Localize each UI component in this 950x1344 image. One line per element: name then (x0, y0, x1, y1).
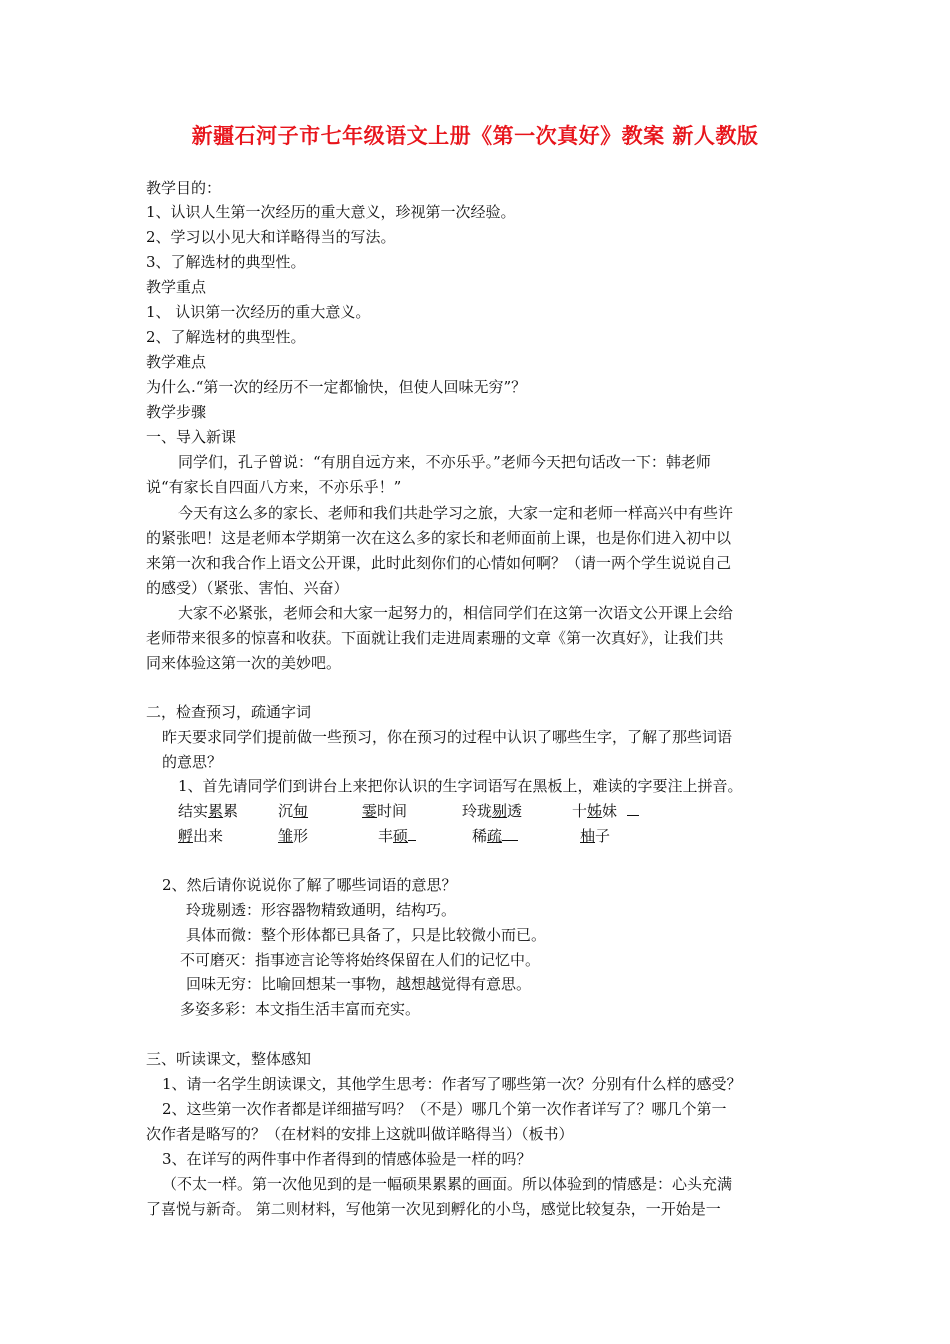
section1-paragraph-line: 今天有这么多的家长、老师和我们共赴学习之旅，大家一定和老师一样高兴中有些许 (178, 504, 734, 522)
vocab-word: 沉甸 (278, 802, 309, 820)
vocab-word: 孵出来 (178, 827, 224, 845)
document-title: 新疆石河子市七年级语文上册《第一次真好》教案 新人教版 (191, 124, 759, 148)
section1-paragraph-line: 同学们，孔子曾说：“有朋自远方来，不亦乐乎。”老师今天把句话改一下：韩老师 (178, 453, 711, 471)
section3-question: 1、请一名学生朗读课文，其他学生思考：作者写了哪些第一次？分别有什么样的感受？ (162, 1075, 742, 1093)
vocab-word: 雏形 (278, 827, 309, 845)
section3-question: 次作者是略写的？（在材料的安排上这就叫做详略得当）（板书） (146, 1125, 574, 1143)
key-point-item: 1、 认识第一次经历的重大意义。 (146, 303, 371, 321)
section1-paragraph-line: 同来体验这第一次的美妙吧。 (146, 654, 342, 672)
definition-item: 玲珑剔透：形容器物精致通明，结构巧。 (186, 901, 457, 919)
vocab-word: 霎时间 (362, 802, 408, 820)
vocab-word: 柚子 (580, 827, 611, 845)
difficulty-heading: 教学难点 (146, 353, 207, 371)
key-points-heading: 教学重点 (146, 278, 207, 296)
section3-question: 3、在详写的两件事中作者得到的情感体验是一样的吗？ (162, 1150, 532, 1168)
section2-paragraph-line: 昨天要求同学们提前做一些预习，你在预习的过程中认识了哪些生字，了解了那些词语 (162, 728, 733, 746)
objective-item: 1、认识人生第一次经历的重大意义，珍视第一次经验。 (146, 203, 516, 221)
section1-heading: 一、导入新课 (146, 428, 237, 446)
vocab-word: 丰硕 (378, 824, 416, 848)
section3-question: 2、这些第一次作者都是详细描写吗？（不是）哪几个第一次作者详写了？哪几个第一 (162, 1100, 727, 1118)
definition-item: 具体而微：整个形体都已具备了，只是比较微小而已。 (186, 926, 547, 944)
objective-item: 2、学习以小见大和详略得当的写法。 (146, 228, 396, 246)
vocab-word: 结实累累 (178, 802, 239, 820)
key-point-item: 2、了解选材的典型性。 (146, 328, 306, 346)
section1-paragraph-line: 大家不必紧张，老师会和大家一起努力的，相信同学们在这第一次语文公开课上会给 (178, 604, 734, 622)
vocab-word: 玲珑剔透 (462, 802, 523, 820)
difficulty-text: 为什么.“第一次的经历不一定都愉快，但使人回味无穷”？ (146, 378, 527, 396)
section1-paragraph-line: 来第一次和我合作上语文公开课，此时此刻你们的心情如何啊？（请一两个学生说说自己 (146, 554, 732, 572)
section3-answer: （不太一样。第一次他见到的是一幅硕果累累的画面。所以体验到的情感是：心头充满 (162, 1175, 733, 1193)
definition-item: 回味无穷：比喻回想某一事物，越想越觉得有意思。 (186, 975, 532, 993)
objectives-heading: 教学目的： (146, 179, 222, 197)
section2-heading: 二，检查预习，疏通字词 (146, 703, 312, 721)
section3-answer: 了喜悦与新奇。 第二则材料，写他第一次见到孵化的小鸟，感觉比较复杂，一开始是一 (146, 1200, 721, 1218)
section1-paragraph-line: 的紧张吧！这是老师本学期第一次在这么多的家长和老师面前上课，也是你们进入初中以 (146, 529, 732, 547)
section1-paragraph-line: 老师带来很多的惊喜和收获。下面就让我们走进周素珊的文章《第一次真好》，让我们共 (146, 629, 724, 647)
section2-task2: 2、然后请你说说你了解了哪些词语的意思？ (162, 876, 457, 894)
vocab-word: 稀疏 (472, 824, 518, 848)
section1-paragraph-line: 的感受）（紧张、害怕、兴奋） (146, 579, 349, 597)
section2-paragraph-line: 的意思？ (162, 753, 223, 771)
definition-item: 不可磨灭：指事迹言论等将始终保留在人们的记忆中。 (180, 951, 541, 969)
section3-heading: 三、听读课文，整体感知 (146, 1050, 312, 1068)
definition-item: 多姿多彩：本文指生活丰富而充实。 (180, 1000, 421, 1018)
section1-paragraph-line: 说“有家长自四面八方来，不亦乐乎！” (146, 478, 402, 496)
vocab-word: 十姊妹 (572, 799, 639, 823)
steps-heading: 教学步骤 (146, 403, 207, 421)
objective-item: 3、了解选材的典型性。 (146, 253, 306, 271)
section2-task1: 1、首先请同学们到讲台上来把你认识的生字词语写在黑板上，难读的字要注上拼音。 (178, 777, 743, 795)
